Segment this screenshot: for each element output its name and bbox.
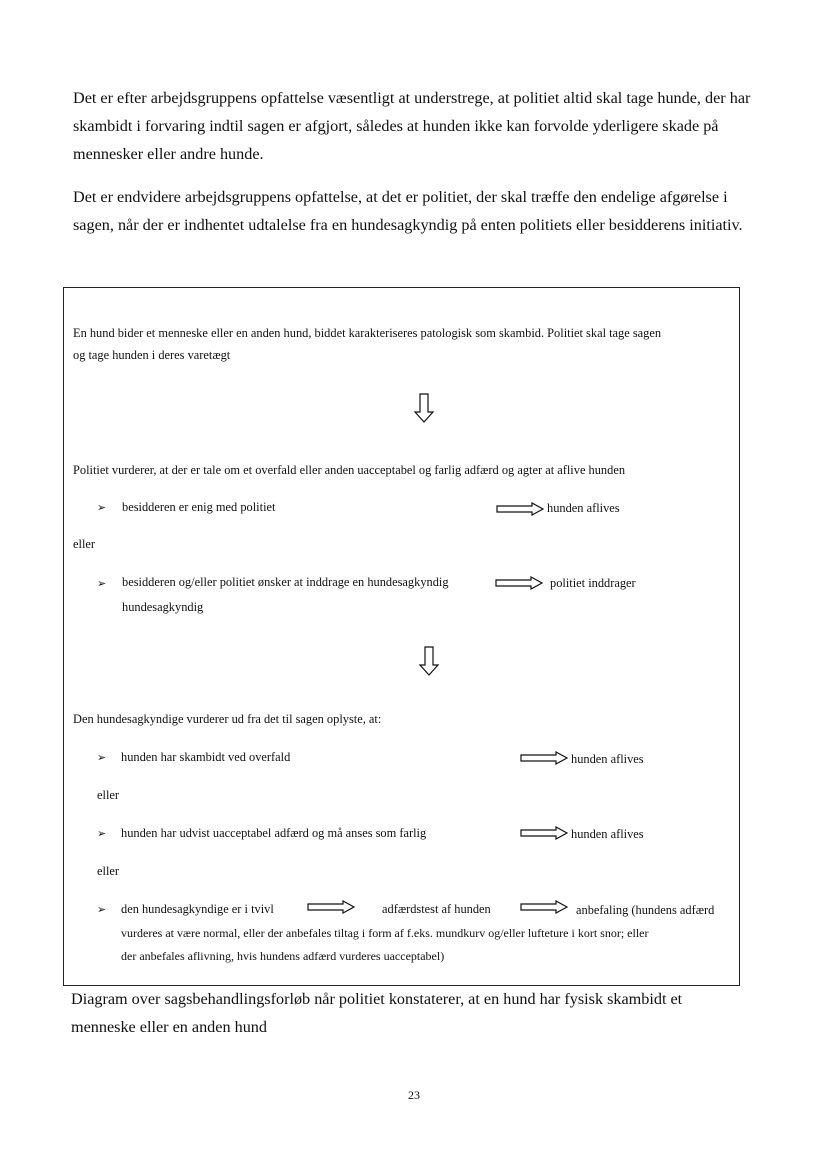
intro-paragraph-1: Det er efter arbejdsgruppens opfattelse væsentligt at understrege, at politiet altid skal tage hunde, der har skambidt i forvaring indtil sagen er afgjort, således at hunden ikke kan forvolde yderligere skade på mennesker eller andre hunde.	[73, 89, 751, 163]
step1-line1: En hund bider et menneske eller en anden hund, biddet karakteriseres patologisk som skambid. Politiet skal tage sagen	[73, 326, 662, 340]
step2-intro: Politiet vurderer, at der er tale om et overfald eller anden uacceptabel og farlig adfærd og agter at aflive hunden	[73, 463, 626, 477]
diagram-box	[63, 287, 740, 986]
bullet-icon: ➢	[97, 752, 107, 764]
right-arrow-icon	[520, 900, 568, 914]
step2-option2-line2: hundesagkyndig	[122, 600, 204, 614]
step3-result2: hunden aflives	[571, 827, 644, 841]
bullet-icon: ➢	[97, 578, 107, 590]
bullet-icon: ➢	[97, 904, 107, 916]
right-arrow-icon	[307, 900, 355, 914]
page-number: 23	[408, 1088, 420, 1102]
step3-option2: hunden har udvist uacceptabel adfærd og må anses som farlig	[121, 826, 427, 840]
bullet-icon: ➢	[97, 828, 107, 840]
down-arrow-icon	[413, 393, 435, 423]
step3-result3: anbefaling (hundens adfærd	[576, 903, 715, 917]
step3-result1: hunden aflives	[571, 752, 644, 766]
bullet-icon: ➢	[97, 502, 107, 514]
step2-option2-line1: besidderen og/eller politiet ønsker at inddrage en hundesagkyndig	[122, 575, 449, 589]
step1-line2: og tage hunden i deres varetægt	[73, 348, 231, 362]
step3-intro: Den hundesagkyndige vurderer ud fra det til sagen oplyste, at:	[73, 712, 382, 726]
diagram-caption: Diagram over sagsbehandlingsforløb når politiet konstaterer, at en hund har fysisk skambidt et menneske eller en anden hund	[71, 990, 683, 1036]
step3-option1: hunden har skambidt ved overfald	[121, 750, 291, 764]
step2-or: eller	[73, 537, 96, 551]
step2-result2: politiet inddrager	[550, 576, 636, 590]
right-arrow-icon	[495, 576, 543, 590]
right-arrow-icon	[520, 751, 568, 765]
step3-cont1: vurderes at være normal, eller der anbefales tiltag i form af f.eks. mundkurv og/eller lufteture i kort snor; eller	[121, 926, 649, 940]
step2-option1: besidderen er enig med politiet	[122, 500, 276, 514]
intro-paragraph-2: Det er endvidere arbejdsgruppens opfattelse, at det er politiet, der skal træffe den endelige afgørelse i sagen, når der er indhentet udtalelse fra en hundesagkyndig på enten politiets eller besidderens initiativ.	[73, 188, 743, 234]
step3-cont2: der anbefales aflivning, hvis hundens adfærd vurderes uacceptabel)	[121, 949, 445, 963]
down-arrow-icon	[418, 646, 440, 676]
step3-or2: eller	[97, 864, 120, 878]
right-arrow-icon	[520, 826, 568, 840]
step3-mid3: adfærdstest af hunden	[382, 902, 491, 916]
step3-or1: eller	[97, 788, 120, 802]
right-arrow-icon	[496, 502, 544, 516]
step2-result1: hunden aflives	[547, 501, 620, 515]
step3-option3: den hundesagkyndige er i tvivl	[121, 902, 274, 916]
